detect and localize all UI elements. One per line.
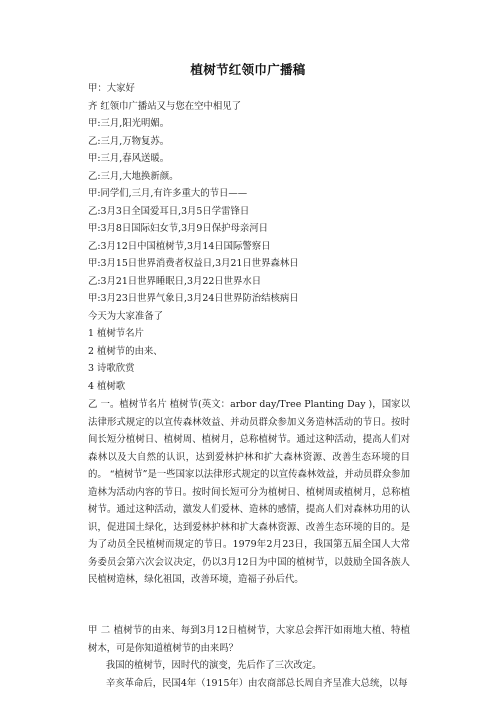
text-line: 甲:3月8日国际妇女节,3月9日保护母亲河日 — [88, 223, 268, 234]
text-line: 乙:三月,万物复苏。 — [88, 135, 170, 147]
section-arbor-day-card — [88, 396, 410, 589]
paragraph: 我国的植树节，因时代的演变，先后作了三次改定。 — [105, 660, 322, 671]
agenda-item: 3 诗歌欣赏 — [88, 363, 135, 374]
text-line: 甲:三月,春风送暖。 — [88, 153, 170, 164]
text-line: 甲:3月23日世界气象日,3月24日世界防治结核病日 — [88, 293, 299, 304]
agenda-item: 1 植树节名片 — [88, 328, 144, 339]
text-line: 今天为大家准备了 — [88, 310, 164, 322]
dialogue-lines — [88, 80, 410, 395]
text-line: 甲：大家好 — [88, 83, 135, 94]
text-line: 甲:3月15日世界消费者权益日,3月21日世界森林日 — [88, 258, 299, 269]
text-line: 乙:3月21日世界睡眠日,3月22日世界水日 — [88, 275, 262, 287]
text-line: 齐 红领巾广播站又与您在空中相见了 — [88, 100, 241, 112]
paragraph: 辛亥革命后，民国4年（1915年）由农商部总长周自齐呈准大总统，以每 — [105, 677, 408, 689]
agenda-item: 4 植树歌 — [88, 380, 126, 392]
text-line: 乙:三月,大地换新颜。 — [88, 170, 179, 182]
document-title: 植树节红领巾广播稿 — [190, 62, 306, 77]
paragraph: 甲 二 植树节的由来、每到3月12日植树节，大家总会挥汗如雨地大植、特植树木，可是你知道植树节的由来吗？ — [88, 625, 410, 654]
text-line: 乙:3月3日全国爱耳日,3月5日学雷锋日 — [88, 205, 250, 217]
text-line: 乙:3月12日中国植树节,3月14日国际警察日 — [88, 240, 271, 252]
paragraph: 乙 一。植树节名片 植树节(英文：arbor day/Tree Planting Day )，国家以法律形式规定的以宣传森林效益、并动员群众参加义务造林活动的节日。按时间长短分植树日、植树周、植树月，总称植树节。通过这种活动，提高人们对森林以及大自然的认识，达到爱林护林和扩大森林资源、改善生态环境的目的。 “植树节”是一些国家以法律形式规定的以宣传森林效益，并动员群众参加造林为活动内容的节日。按时间长短可分为植树日、植树周或植树月，总称植树节。通过这种活动，激发人们爱林、造林的感情，提高人们对森林功用的认识，促进国土绿化，达到爱林护林和扩大森林资源、改善生态环境的目的。是为了动员全民植树而规定的节日。1979年2月23日，我国第五届全国人大常务委员会第六次会议决定，仍以3月12日为中国的植树节，以鼓励全国各族人民植树造林，绿化祖国，改善环境，造福子孙后代。 — [88, 399, 410, 585]
agenda-item: 2 植树节的由来、 — [88, 345, 163, 357]
section-origin — [88, 622, 410, 692]
text-line: 甲:同学们,三月,有许多重大的节日—— — [88, 188, 248, 199]
text-line: 甲:三月,阳光明媚。 — [88, 118, 170, 129]
